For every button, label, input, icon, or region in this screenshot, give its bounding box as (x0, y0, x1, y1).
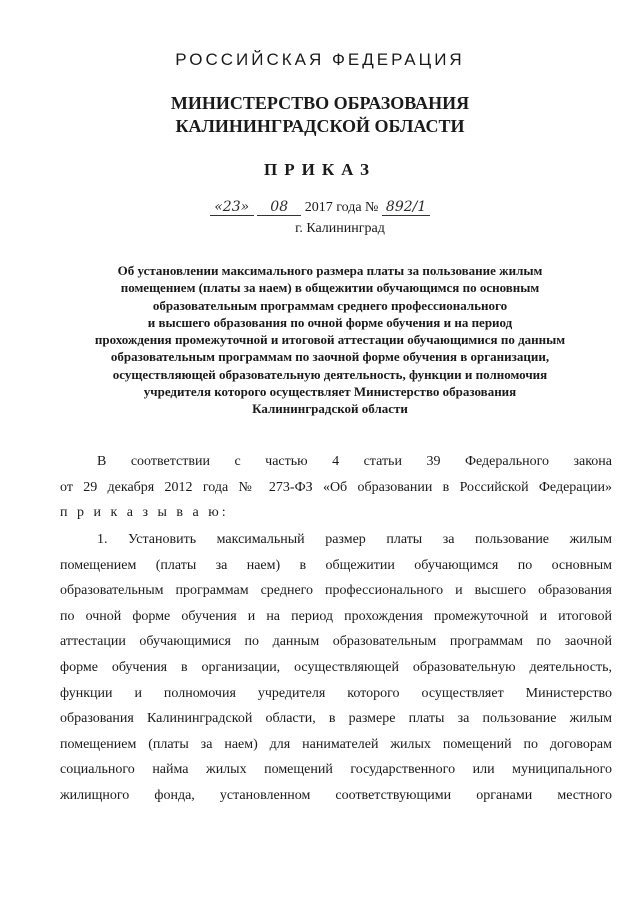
item1-line: аттестации обучающимися по данным образовательным программам по заочной (60, 634, 612, 650)
item1-line: социального найма жилых помещений государственного или муниципального (60, 762, 612, 778)
subject-line: прохождения промежуточной и итоговой аттестации обучающимися по данным (94, 332, 566, 348)
ministry-line-1: МИНИСТЕРСТВО ОБРАЗОВАНИЯ (170, 93, 470, 113)
subject-line: образовательным программам среднего профессионального (152, 297, 508, 313)
ministry-line-2: КАЛИНИНГРАДСКОЙ ОБЛАСТИ (175, 116, 465, 136)
subject-line: учредителя которого осуществляет Министерство образования (143, 384, 517, 400)
subject-line: помещением (платы за наем) в общежитии обучающимся по основным (120, 280, 540, 296)
item1-line: функции и полномочия учредителя которого осуществляет Министерство (60, 685, 612, 701)
order-number: 892/1 (382, 199, 430, 216)
item1-line: жилищного фонда, установленном соответствующими органами местного (60, 787, 612, 803)
order-date-number (0, 199, 640, 216)
item1-line: 1. Установить максимальный размер платы за пользование жилым (97, 532, 612, 547)
order-year-text: 2017 года № (304, 200, 379, 215)
order-date-month: 08 (257, 199, 301, 216)
prikazyvayu-heading: п р и к а з ы в а ю: (60, 505, 229, 520)
subject-line: Об установлении максимального размера платы за пользование жилым (117, 263, 543, 278)
item1-line: помещением (платы за наем) в общежитии обучающимся по основным (60, 557, 612, 573)
subject-line: осуществляющей образовательную деятельность, функции и полномочия (112, 366, 548, 382)
country-heading: РОССИЙСКАЯ ФЕДЕРАЦИЯ (175, 50, 465, 69)
order-item-1 (60, 527, 612, 809)
order-subject (60, 262, 600, 418)
order-title: ПРИКАЗ (264, 160, 376, 179)
item1-line: помещением (платы за наем) для нанимателей жилых помещений по договорам (60, 736, 612, 752)
preamble-line-1: В соответствии с частью 4 статьи 39 Федерального закона (97, 454, 612, 469)
item1-line: по очной форме обучения и на период прохождения промежуточной и итоговой (60, 608, 612, 624)
order-date-day: «23» (210, 199, 254, 216)
item1-line: образовательным программам среднего профессионального и высшего образования (60, 583, 612, 599)
subject-line: и высшего образования по очной форме обучения и на период (147, 314, 513, 330)
order-city: г. Калининград (295, 221, 385, 236)
preamble-line-2: от 29 декабря 2012 года № 273-ФЗ «Об образовании в Российской Федерации» (60, 480, 612, 495)
subject-line: Калининградской области (252, 401, 408, 417)
item1-line: форме обучения в организации, осуществляющей образовательную деятельность, (60, 659, 612, 675)
subject-line: образовательным программам по заочной форме обучения в организации, (110, 349, 550, 365)
ministry-heading (0, 92, 640, 138)
item1-line: образования Калининградской области, в размере платы за пользование жилым (60, 711, 612, 727)
